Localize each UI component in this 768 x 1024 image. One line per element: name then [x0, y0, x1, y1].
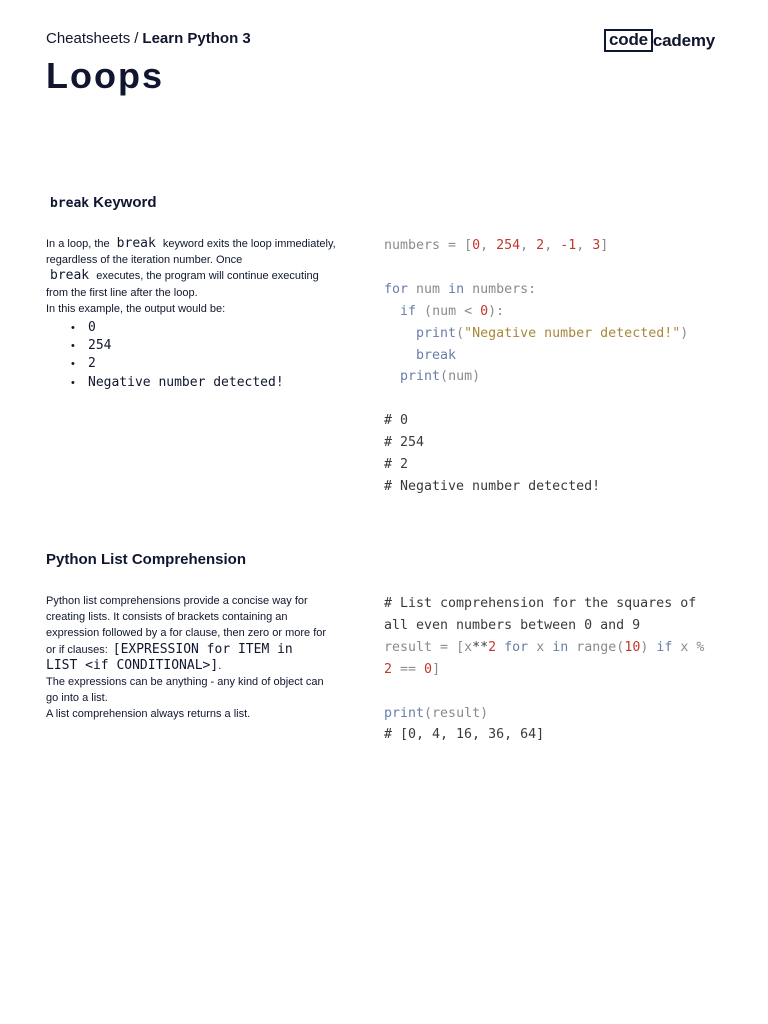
code-line — [384, 454, 724, 476]
code-token: for — [384, 281, 409, 297]
code-token: ( — [456, 325, 465, 341]
code-token — [384, 348, 416, 363]
code-token: in — [552, 639, 569, 655]
code-token: print — [400, 369, 441, 385]
code-token: ) — [640, 639, 649, 655]
code-token — [440, 282, 448, 297]
list-comprehension-paragraph — [46, 593, 328, 674]
code-token — [384, 369, 400, 384]
code-token: [ — [464, 238, 473, 253]
desc-text: Python list comprehensions provide a concise way for creating lists. It consists of brackets containing an expression followed by a for clause, then zero or more for or if clauses: — [46, 595, 327, 656]
output-list-item: • Negative number detected! — [88, 374, 338, 392]
code-token: 0 — [424, 661, 433, 677]
code-token: ) — [680, 325, 689, 341]
code-line — [384, 593, 716, 637]
code-token: , — [480, 238, 497, 253]
code-token: 254 — [496, 238, 521, 253]
code-token: x — [536, 639, 545, 655]
code-token: , — [576, 238, 593, 253]
list-comprehension-paragraph: The expressions can be anything - any kind of object can go into a list. — [46, 676, 324, 705]
breadcrumb-cheatsheets-link[interactable]: Cheatsheets — [46, 30, 131, 47]
code-line — [384, 235, 724, 257]
code-token: ( — [424, 705, 433, 721]
code-token: < — [456, 303, 481, 319]
code-token: ( — [424, 303, 433, 319]
code-token: 0 — [472, 238, 481, 253]
code-token: if — [400, 303, 417, 319]
desc-text: executes, the program will continue executing from the first line after the loop. — [46, 270, 319, 299]
code-block-list-comprehension — [384, 593, 716, 746]
list-comprehension-paragraph: A list comprehension always returns a list. — [46, 708, 251, 721]
code-line — [384, 637, 716, 681]
section-title-text: Keyword — [93, 194, 157, 211]
code-token: , — [520, 238, 537, 253]
code-token: numbers — [384, 238, 441, 253]
code-line — [384, 410, 724, 432]
inline-code: break — [116, 236, 156, 251]
code-line — [384, 388, 724, 410]
code-token: ) — [480, 705, 489, 721]
code-token — [416, 304, 424, 319]
page-title: Loops — [46, 55, 164, 96]
code-line — [384, 279, 724, 301]
code-token — [496, 640, 504, 655]
code-line — [384, 476, 724, 498]
code-line — [384, 366, 724, 388]
code-token: # 0 — [384, 413, 409, 429]
code-token: # Negative number detected! — [384, 478, 601, 494]
code-token: print — [384, 705, 425, 721]
code-token — [384, 326, 416, 341]
output-list — [46, 319, 338, 392]
section-title-code: break — [50, 196, 90, 211]
code-token: : — [528, 281, 537, 297]
code-token: ] — [600, 238, 609, 253]
code-token: 2 — [488, 639, 497, 655]
section-title-text: Python List Comprehension — [46, 551, 247, 568]
break-description-paragraph — [46, 236, 338, 301]
code-token — [528, 640, 536, 655]
code-token: for — [504, 639, 529, 655]
code-token — [408, 282, 416, 297]
desc-text: . — [218, 659, 222, 672]
code-token: ** — [472, 639, 489, 655]
code-line — [384, 432, 724, 454]
code-token — [384, 304, 400, 319]
code-token: ): — [488, 303, 505, 319]
code-token: result — [384, 639, 433, 655]
code-token: numbers — [472, 281, 529, 297]
code-line — [384, 724, 716, 746]
code-line — [384, 301, 724, 323]
code-token: x — [464, 639, 473, 655]
output-list-item: • 2 — [88, 355, 338, 373]
code-token: result — [432, 705, 481, 721]
code-token: 2 — [384, 661, 393, 677]
code-token: -1 — [560, 238, 577, 253]
inline-code: [EXPRESSION for ITEM in LIST <if CONDITIONAL>] — [46, 641, 293, 673]
code-token: == — [392, 661, 425, 677]
code-token: num — [416, 281, 441, 297]
desc-text: keyword exits the loop immediately, regardless of the iteration number. Once — [46, 238, 336, 267]
code-token: = — [440, 238, 465, 253]
code-token: # 2 — [384, 457, 409, 473]
code-token: # 254 — [384, 435, 425, 451]
code-token: % — [688, 639, 713, 655]
code-token: [ — [456, 639, 465, 655]
code-token: num — [432, 303, 457, 319]
breadcrumb-separator: / — [134, 30, 139, 47]
code-token: "Negative number detected!" — [464, 325, 681, 341]
logo-boxed-text: code — [604, 29, 653, 52]
logo-text: cademy — [652, 30, 716, 50]
code-token: ) — [472, 369, 481, 385]
code-token: if — [656, 639, 673, 655]
output-list-item: • 254 — [88, 337, 338, 355]
code-token: x — [680, 639, 689, 655]
code-token — [464, 282, 472, 297]
code-token: # [0, 4, 16, 36, 64] — [384, 727, 545, 743]
code-line — [384, 345, 724, 367]
code-line — [384, 703, 716, 725]
code-token: in — [448, 281, 465, 297]
code-line — [384, 257, 724, 279]
code-token: 10 — [624, 639, 641, 655]
code-token: 0 — [480, 303, 489, 319]
breadcrumb-course-link[interactable]: Learn Python 3 — [142, 30, 251, 47]
code-token: , — [544, 238, 561, 253]
break-description — [46, 236, 338, 392]
code-token: 2 — [536, 238, 545, 253]
code-token: ( — [616, 639, 625, 655]
list-comprehension-description — [46, 593, 328, 723]
break-description-output-intro: In this example, the output would be: — [46, 302, 226, 315]
code-token: print — [416, 325, 457, 341]
code-token: ] — [432, 661, 441, 677]
inline-code: break — [50, 268, 90, 284]
code-token: range — [576, 639, 617, 655]
code-token: num — [448, 369, 473, 385]
code-token: 3 — [592, 238, 601, 253]
code-token: = — [432, 639, 457, 655]
section-title-list-comprehension — [46, 550, 246, 570]
code-line — [384, 323, 724, 345]
output-list-item: • 0 — [88, 319, 338, 337]
code-line — [384, 681, 716, 703]
code-token: ( — [440, 369, 449, 385]
section-title-break-keyword — [46, 193, 157, 214]
desc-text: In a loop, the — [46, 238, 110, 250]
code-token: # List comprehension for the squares of all even numbers between 0 and 9 — [384, 596, 705, 633]
code-block-break — [384, 235, 724, 498]
codecademy-logo[interactable] — [604, 29, 715, 52]
breadcrumb — [46, 29, 251, 49]
code-token: break — [416, 347, 457, 363]
